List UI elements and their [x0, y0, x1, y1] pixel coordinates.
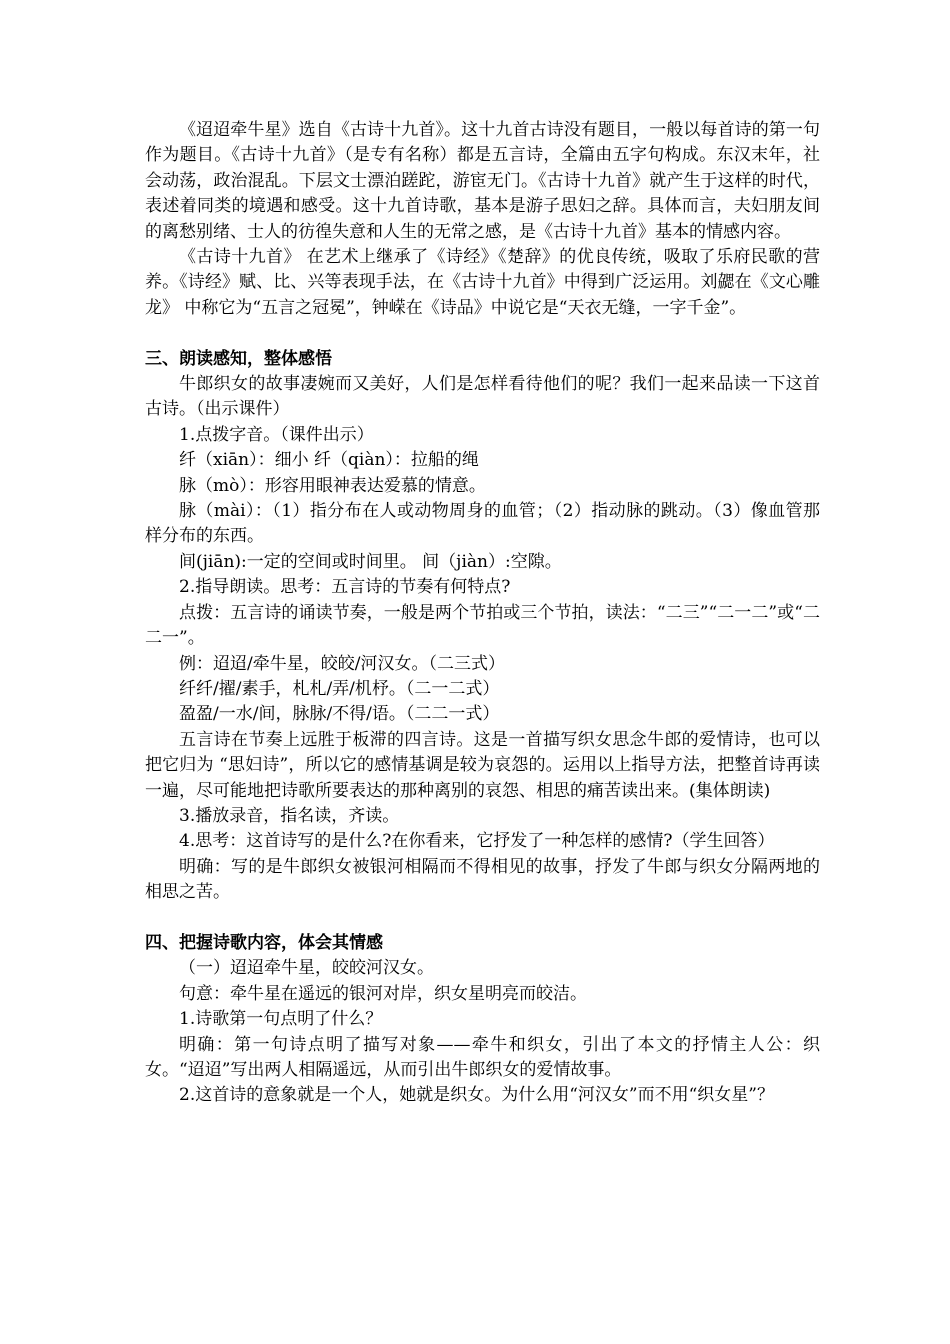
example-1: 例：迢迢/牵牛星，皎皎/河汉女。（二三式）	[179, 653, 505, 674]
reading-summary: 五言诗在节奏上远胜于板滞的四言诗。这是一首描写织女思念牛郎的爱情诗，也可以把它归为 “思妇诗”，所以它的感情基调是较为哀怨的。运用以上指导方法，把整首诗再读一遍，尽可能地把诗歌所要表达的那种离别的哀怨、相思的痛苦读出来。(集体朗读)	[145, 729, 820, 801]
step-3: 3.播放录音，指名读，齐读。	[179, 805, 400, 826]
document-page	[145, 118, 820, 1109]
sentence-meaning: 句意：牵牛星在遥远的银河对岸，织女星明亮而皎洁。	[179, 983, 587, 1004]
pronunciation-4: 间(jiān):一定的空间或时间里。 间（jiàn）:空隙。	[179, 551, 562, 572]
section-4-heading: 四、把握诗歌内容，体会其情感	[145, 932, 383, 953]
question-1: 1.诗歌第一句点明了什么？	[179, 1009, 383, 1030]
step-4-answer: 明确：写的是牛郎织女被银河相隔而不得相见的故事，抒发了牛郎与织女分隔两地的相思之苦。	[145, 856, 820, 903]
step-4: 4.思考：这首诗写的是什么?在你看来，它抒发了一种怎样的感情?（学生回答）	[179, 831, 775, 852]
example-2: 纤纤/擢/素手，札札/弄/机杼。（二一二式）	[179, 678, 500, 699]
section-3-heading: 三、朗读感知，整体感悟	[145, 348, 332, 369]
spacer	[145, 321, 820, 346]
pronunciation-2: 脉（mò）：形容用眼神表达爱慕的情意。	[179, 475, 486, 496]
intro-paragraph-2: 《古诗十九首》 在艺术上继承了《诗经》《楚辞》的优良传统，吸取了乐府民歌的营养。《诗经》赋、比、兴等表现手法，在《古诗十九首》中得到广泛运用。刘勰在《文心雕龙》 中称它为“五言之冠冕”，钟嵘在《诗品》中说它是“天衣无缝，一字千金”。	[145, 247, 820, 318]
question-2: 2.这首诗的意象就是一个人，她就是织女。为什么用“河汉女”而不用“织女星”？	[179, 1085, 774, 1106]
section-3-intro: 牛郎织女的故事凄婉而又美好，人们是怎样看待他们的呢？我们一起来品读一下这首古诗。（出示课件）	[145, 374, 820, 420]
answer-1: 明确：第一句诗点明了描写对象——牵牛和织女，引出了本文的抒情主人公：织女。“迢迢”写出两人相隔遥远，从而引出牛郎织女的爱情故事。	[145, 1034, 820, 1080]
pronunciation-3: 脉（mài）：（1）指分布在人或动物周身的血管；（2）指动脉的跳动。（3）像血管那样分布的东西。	[145, 501, 820, 547]
example-3: 盈盈/一水/间，脉脉/不得/语。（二二一式）	[179, 704, 500, 725]
spacer	[145, 906, 820, 931]
step-1: 1.点拨字音。（课件出示）	[179, 424, 374, 445]
poem-part-1: （一）迢迢牵牛星，皎皎河汉女。	[179, 958, 434, 979]
pronunciation-1: 纤（xiān）：细小 纤（qiàn）：拉船的绳	[179, 450, 479, 471]
step-2: 2.指导朗读。思考：五言诗的节奏有何特点?	[179, 577, 511, 598]
rhythm-hint: 点拨：五言诗的诵读节奏，一般是两个节拍或三个节拍，读法：“二三”“二一二”或“二二一”。	[145, 602, 820, 649]
intro-paragraph-1: 《迢迢牵牛星》选自《古诗十九首》。这十九首古诗没有题目，一般以每首诗的第一句作为题目。《古诗十九首》（是专有名称）都是五言诗，全篇由五字句构成。东汉末年，社会动荡，政治混乱。下层文士漂泊蹉跎，游宦无门。《古诗十九首》就产生于这样的时代，表述着同类的境遇和感受。这十九首诗歌，基本是游子思妇之辞。具体而言，夫妇朋友间的离愁别绪、士人的彷徨失意和人生的无常之感，是《古诗十九首》基本的情感内容。	[145, 120, 820, 242]
